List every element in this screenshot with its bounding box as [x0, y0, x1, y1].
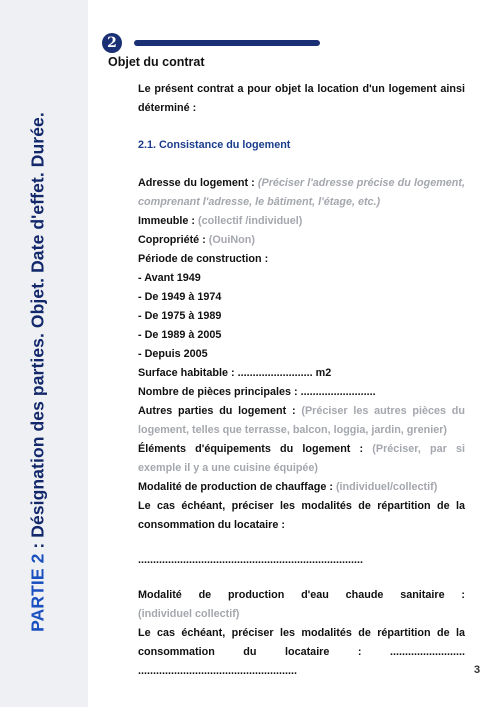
autres-hint: (Préciser les autres pièces du logement, telles que terrasse, balcon, loggia, jardin, grenier) — [138, 405, 465, 436]
period-option: - Depuis 2005 — [138, 348, 208, 360]
field-adresse — [138, 174, 465, 212]
part-label: PARTIE 2 — [27, 553, 48, 632]
field-surface: Surface habitable : ......................... m2 — [138, 367, 332, 379]
equip-label: Éléments d'équipements du logement : — [138, 443, 364, 455]
subsection-title: 2.1. Consistance du logement — [138, 139, 291, 151]
chauffage-dots: ........................................................................... — [138, 554, 363, 566]
field-equipements — [138, 440, 465, 478]
field-eau-chaude: Modalité de production d'eau chaude sanitaire : — [138, 589, 465, 601]
field-immeuble — [138, 212, 465, 231]
adresse-label: Adresse du logement : — [138, 177, 255, 189]
section-bar — [134, 40, 320, 46]
copro-hint: (OuiNon) — [208, 234, 255, 246]
chauffage-label: Modalité de production de chauffage : — [138, 481, 333, 493]
field-autres-parties — [138, 402, 465, 440]
field-pieces: Nombre de pièces principales : ......................... — [138, 386, 376, 398]
period-option: - De 1989 à 2005 — [138, 329, 222, 341]
eau-repartition: Le cas échéant, préciser les modalités de répartition de la consommation du locataire : ......................... — [138, 627, 465, 658]
period-option: - Avant 1949 — [138, 272, 201, 284]
period-option: - De 1949 à 1974 — [138, 291, 222, 303]
copro-label: Copropriété : — [138, 234, 206, 246]
chauffage-repartition: Le cas échéant, préciser les modalités de répartition de la consommation du locataire : — [138, 500, 465, 531]
adresse-hint: (Préciser l'adresse précise du logement, comprenant l'adresse, le bâtiment, l'étage, etc.) — [138, 177, 465, 208]
section-title: Objet du contrat — [108, 55, 205, 69]
intro-paragraph: Le présent contrat a pour objet la location d'un logement ainsi déterminé : — [138, 83, 465, 114]
eau-hint: (individuel collectif) — [138, 608, 240, 620]
part-title: : Désignation des parties. Objet. Date d'effet. Durée. — [27, 112, 48, 554]
section-number-badge: 2 — [102, 33, 122, 53]
field-chauffage — [138, 478, 465, 497]
immeuble-hint: (collectif /individuel) — [198, 215, 303, 227]
equip-hint: (Préciser, par si exemple il y a une cuisine équipée) — [138, 443, 465, 474]
autres-label: Autres parties du logement : — [138, 405, 296, 417]
chauffage-hint: (individuel/collectif) — [335, 481, 438, 493]
field-periode: Période de construction : — [138, 253, 269, 265]
period-option: - De 1975 à 1989 — [138, 310, 222, 322]
part-heading — [28, 112, 49, 632]
immeuble-label: Immeuble : — [138, 215, 195, 227]
eau-dots: ..................................................... — [138, 665, 297, 677]
field-copropriete — [138, 231, 465, 250]
contract-content — [138, 80, 465, 681]
page-number: 3 — [474, 664, 481, 676]
